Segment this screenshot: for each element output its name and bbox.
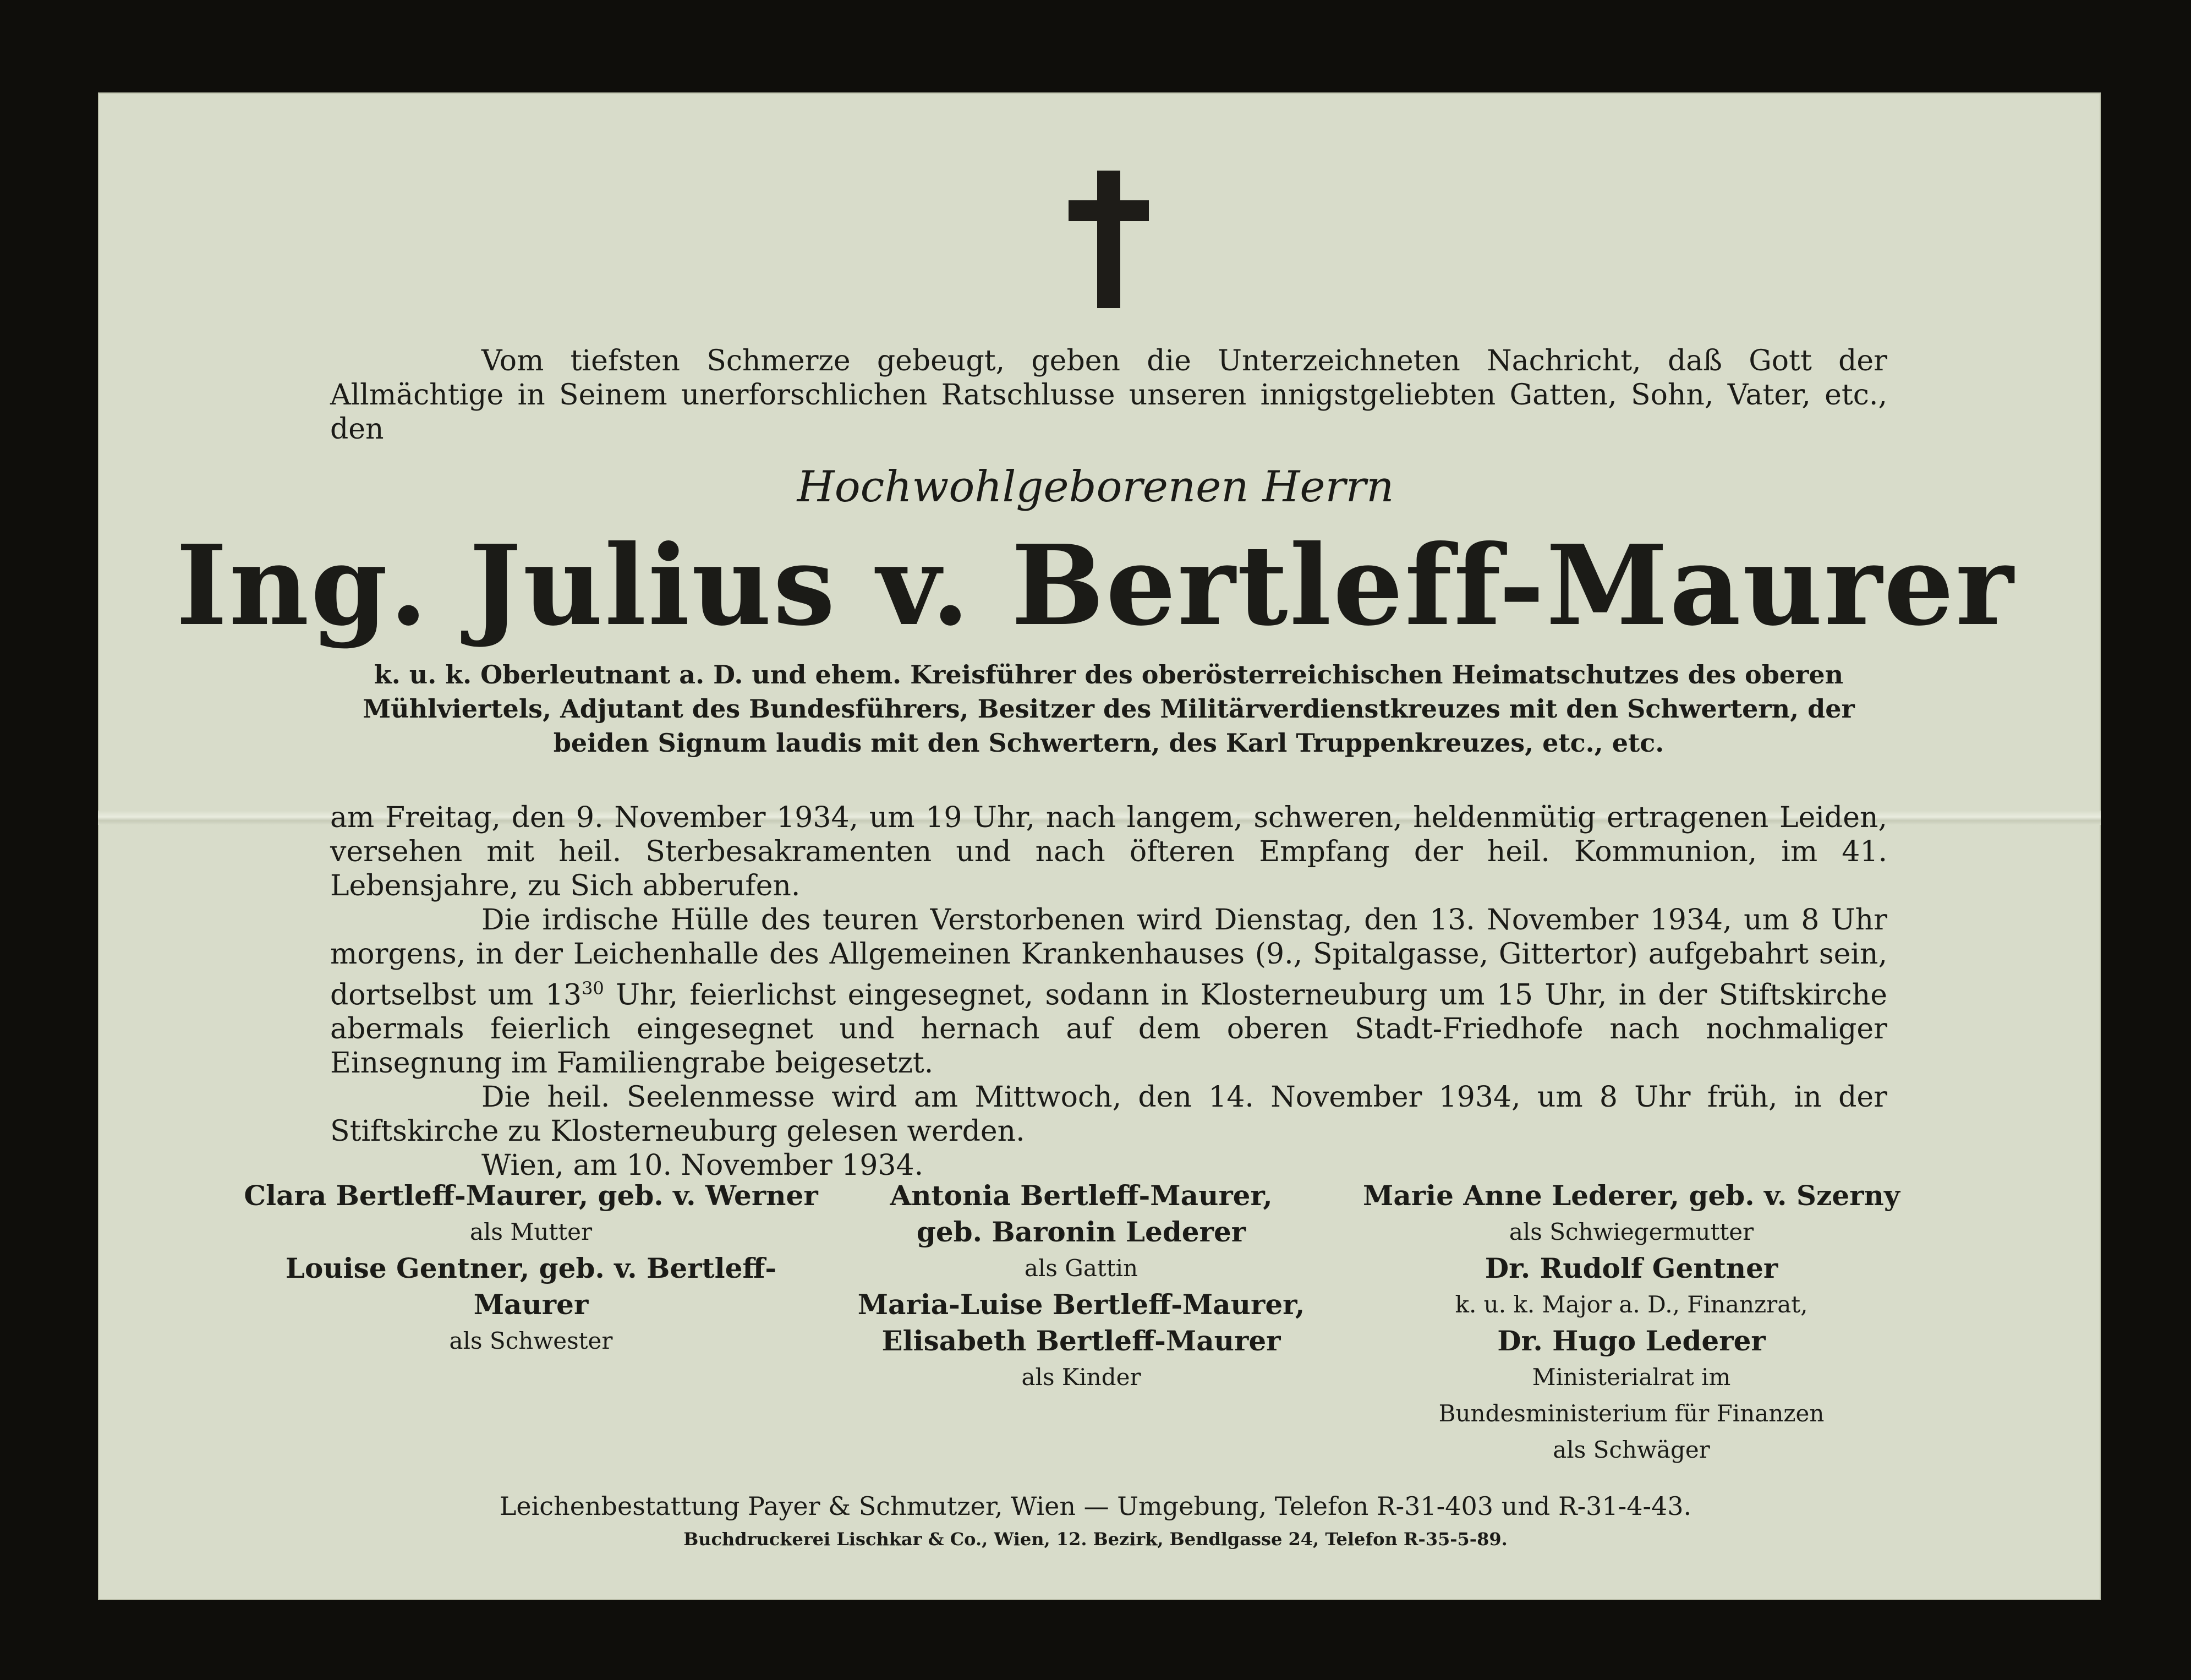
intro-text: Vom tiefsten Schmerze gebeugt, geben die Unterzeichneten Nachricht, daß Gott der Allmächtige in Seinem unerforschlichen Ratschlusse unseren innigstgeliebten Gatten, Sohn, Vater, etc., den xyxy=(330,344,1887,446)
signatory-relation: als Gattin xyxy=(1024,1255,1138,1282)
signatory-name: Dr. Hugo Lederer xyxy=(1497,1325,1766,1357)
signatory-relation: Ministerialrat im xyxy=(1532,1364,1731,1391)
signatory-relation: Bundesministerium für Finanzen xyxy=(1438,1400,1825,1427)
honorific: Hochwohlgeborenen Herrn xyxy=(797,462,1394,512)
signatory-relation: k. u. k. Major a. D., Finanzrat, xyxy=(1455,1291,1808,1318)
signatory-name: Louise Gentner, geb. v. Bertleff-Maurer xyxy=(285,1252,777,1321)
mass-paragraph: Die heil. Seelenmesse wird am Mittwoch, den 14. November 1934, um 8 Uhr früh, in der Stiftskirche zu Klosterneuburg gelesen werden. xyxy=(330,1081,1887,1148)
signatory-relation: als Schwiegermutter xyxy=(1509,1218,1754,1245)
body-paragraphs xyxy=(330,801,1887,1183)
signatory-name: Marie Anne Lederer, geb. v. Szerny xyxy=(1363,1179,1900,1212)
signatories-column-2 xyxy=(792,1178,1370,1396)
signatories-column-3 xyxy=(1343,1178,1920,1468)
signatory-relation: als Mutter xyxy=(469,1218,593,1245)
undertaker-line: Leichenbestattung Payer & Schmutzer, Wien — Umgebung, Telefon R-31-403 und R-31-4-43. xyxy=(499,1491,1692,1521)
signatory-name: Dr. Rudolf Gentner xyxy=(1485,1252,1778,1284)
signatory-name: Elisabeth Bertleff-Maurer xyxy=(881,1325,1281,1357)
deceased-titles: k. u. k. Oberleutnant a. D. und ehem. Kreisführer des oberösterreichischen Heimatschutzes des oberen Mühlviertels, Adjutant des Bundesführers, Besitzer des Militärverdienstkreuzes mit den Schwertern, der beiden Signum laudis mit den Schwertern, des Karl Truppenkreuzes, etc., etc. xyxy=(363,660,1855,758)
signatories-column-1 xyxy=(242,1178,820,1359)
funeral-text-a: Die irdische Hülle des teuren Verstorbenen wird Dienstag, den 13. November 1934, um 8 Uhr morgens, in der Leichenhalle des Allgemeinen Krankenhauses (9., Spitalgasse, Gittertor) aufgebahrt sein, dortselbst um 13 xyxy=(330,904,1887,1012)
intro-paragraph xyxy=(330,344,1887,446)
signatory-name: Maria-Luise Bertleff-Maurer, xyxy=(857,1288,1305,1321)
death-paragraph: am Freitag, den 9. November 1934, um 19 Uhr, nach langem, schweren, heldenmütig ertragenen Leiden, versehen mit heil. Sterbesakramenten und nach öfteren Empfang der heil. Kommunion, im 41. Lebensjahre, zu Sich abberufen. xyxy=(330,801,1887,902)
signatory-name: Clara Bertleff-Maurer, geb. v. Werner xyxy=(244,1179,818,1212)
printer-line: Buchdruckerei Lischkar & Co., Wien, 12. Bezirk, Bendlgasse 24, Telefon R-35-5-89. xyxy=(683,1529,1508,1550)
signatory-name-continued: geb. Baronin Lederer xyxy=(916,1216,1246,1248)
funeral-text-b: Uhr, feierlichst eingesegnet, sodann in Klosterneuburg um 15 Uhr, in der Stiftskirche abermals feierlich eingesegnet und hernach auf dem oberen Stadt-Friedhofe nach nochmaliger Einsegnung im Familiengrabe beigesetzt. xyxy=(330,978,1887,1080)
funeral-time-superscript: 30 xyxy=(582,978,604,999)
cross-icon xyxy=(1069,171,1149,308)
funeral-paragraph xyxy=(330,903,1887,1080)
signatory-relation: als Schwäger xyxy=(1553,1436,1710,1463)
deceased-name: Ing. Julius v. Bertleff-Maurer xyxy=(176,521,2015,650)
place-date: Wien, am 10. November 1934. xyxy=(481,1149,924,1183)
signatory-relation: als Kinder xyxy=(1021,1364,1141,1391)
signatory-relation: als Schwester xyxy=(449,1327,613,1354)
signatory-name: Antonia Bertleff-Maurer, xyxy=(890,1179,1273,1212)
